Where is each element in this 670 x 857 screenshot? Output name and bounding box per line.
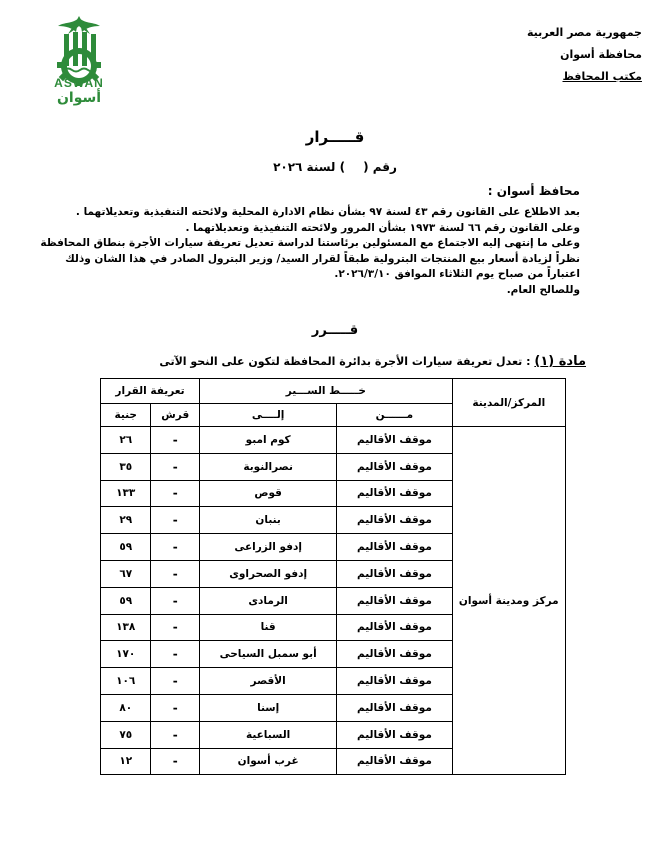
qirsh-cell: - xyxy=(151,453,200,480)
from-cell: موقف الأقاليم xyxy=(337,748,452,775)
pound-cell: ٨٠ xyxy=(101,694,151,721)
from-cell: موقف الأقاليم xyxy=(337,668,452,695)
fare-table xyxy=(100,378,566,775)
qirsh-cell: - xyxy=(151,507,200,534)
decision-title: قـــــرار xyxy=(305,128,365,146)
from-cell: موقف الأقاليم xyxy=(337,534,452,561)
preamble-line: بعد الاطلاع على القانون رقم ٤٣ لسنة ٩٧ بشأن نظام الادارة المحلية ولائحته التنفيذية وتعديلاتهما . xyxy=(75,206,580,218)
to-cell: الرمادى xyxy=(200,587,337,614)
preamble-line: وعلى القانون رقم ٦٦ لسنة ١٩٧٣ بشأن المرور ولائحته التنفيذية وتعديلاتهما . xyxy=(185,221,580,234)
to-cell: السباعية xyxy=(200,721,337,748)
pound-cell: ٥٩ xyxy=(101,534,151,561)
from-cell: موقف الأقاليم xyxy=(337,560,452,587)
header-route: خـــــط الســـير xyxy=(200,379,453,404)
to-cell: بنبان xyxy=(200,507,337,534)
pound-cell: ١٢ xyxy=(101,748,151,775)
to-cell: قنا xyxy=(200,614,337,641)
decides-heading: قـــــرر xyxy=(311,323,359,338)
preamble-line: وعلى ما إنتهى إليه الاجتماع مع المسئولين برئاستنا لدراسة تعديل تعريفة سيارات الأجرة بنطاق المحافظة xyxy=(40,237,580,249)
decision-number-post: ) لسنة ٢٠٢٦ xyxy=(273,160,346,174)
preamble-line: نظراً لزيادة أسعار بيع المنتجات البترولية طبقاً لقرار السيد/ وزير البترول الصادر في هذا الشان وذلك xyxy=(65,252,580,265)
qirsh-cell: - xyxy=(151,560,200,587)
country-name: جمهورية مصر العربية xyxy=(527,26,642,39)
from-cell: موقف الأقاليم xyxy=(337,721,452,748)
to-cell: قوص xyxy=(200,480,337,507)
pound-cell: ٥٩ xyxy=(101,587,151,614)
header-qirsh: قرش xyxy=(151,404,200,427)
to-cell: إسنا xyxy=(200,694,337,721)
from-cell: موقف الأقاليم xyxy=(337,427,452,454)
pound-cell: ٧٥ xyxy=(101,721,151,748)
decision-number-pre: رقم ( xyxy=(363,160,397,174)
from-cell: موقف الأقاليم xyxy=(337,453,452,480)
qirsh-cell: - xyxy=(151,694,200,721)
qirsh-cell: - xyxy=(151,480,200,507)
pound-cell: ١٠٦ xyxy=(101,668,151,695)
article-label: مادة (١) xyxy=(534,354,586,369)
table-row xyxy=(101,427,566,454)
issuer-header xyxy=(492,22,642,88)
preamble-line: وللصالح العام. xyxy=(506,283,580,296)
from-cell: موقف الأقاليم xyxy=(337,480,452,507)
office-name: مكتب المحافظ xyxy=(562,70,642,83)
article-text: : تعدل تعريفة سيارات الأجرة بدائرة المحافظة لتكون على النحو الآتى xyxy=(159,355,531,368)
to-cell: إدفو الزراعى xyxy=(200,534,337,561)
city-cell: مركز ومدينة أسوان xyxy=(452,427,565,775)
pound-cell: ٢٦ xyxy=(101,427,151,454)
qirsh-cell: - xyxy=(151,534,200,561)
pound-cell: ١٧٠ xyxy=(101,641,151,668)
governor-heading: محافظ أسوان : xyxy=(487,184,580,198)
qirsh-cell: - xyxy=(151,668,200,695)
to-cell: نصرالنوبة xyxy=(200,453,337,480)
decision-number xyxy=(0,160,670,174)
from-cell: موقف الأقاليم xyxy=(337,641,452,668)
qirsh-cell: - xyxy=(151,748,200,775)
pound-cell: ٦٧ xyxy=(101,560,151,587)
header-from: مــــــن xyxy=(337,404,452,427)
to-cell: أبو سمبل السياحى xyxy=(200,641,337,668)
to-cell: الأقصر xyxy=(200,668,337,695)
from-cell: موقف الأقاليم xyxy=(337,614,452,641)
pound-cell: ٢٩ xyxy=(101,507,151,534)
pound-cell: ٣٥ xyxy=(101,453,151,480)
preamble xyxy=(40,205,580,298)
header-city: المركز/المدينة xyxy=(452,379,565,427)
logo-arabic-text: أسوان xyxy=(56,90,102,106)
pound-cell: ١٣٣ xyxy=(101,480,151,507)
header-fare: تعريفة القرار xyxy=(101,379,200,404)
qirsh-cell: - xyxy=(151,641,200,668)
to-cell: كوم امبو xyxy=(200,427,337,454)
from-cell: موقف الأقاليم xyxy=(337,507,452,534)
header-to: إلــــى xyxy=(200,404,337,427)
from-cell: موقف الأقاليم xyxy=(337,694,452,721)
logo-latin-text: ASWAN xyxy=(54,76,104,90)
preamble-line: اعتباراً من صباح يوم الثلاثاء الموافق ٢٠٢٦/٣/١٠. xyxy=(334,268,580,280)
qirsh-cell: - xyxy=(151,721,200,748)
from-cell: موقف الأقاليم xyxy=(337,587,452,614)
to-cell: غرب أسوان xyxy=(200,748,337,775)
to-cell: إدفو الصحراوى xyxy=(200,560,337,587)
pound-cell: ١٣٨ xyxy=(101,614,151,641)
qirsh-cell: - xyxy=(151,427,200,454)
header-pound: جنية xyxy=(101,404,151,427)
governorate-name: محافظة أسوان xyxy=(560,48,642,61)
article-1 xyxy=(159,354,586,369)
qirsh-cell: - xyxy=(151,614,200,641)
qirsh-cell: - xyxy=(151,587,200,614)
